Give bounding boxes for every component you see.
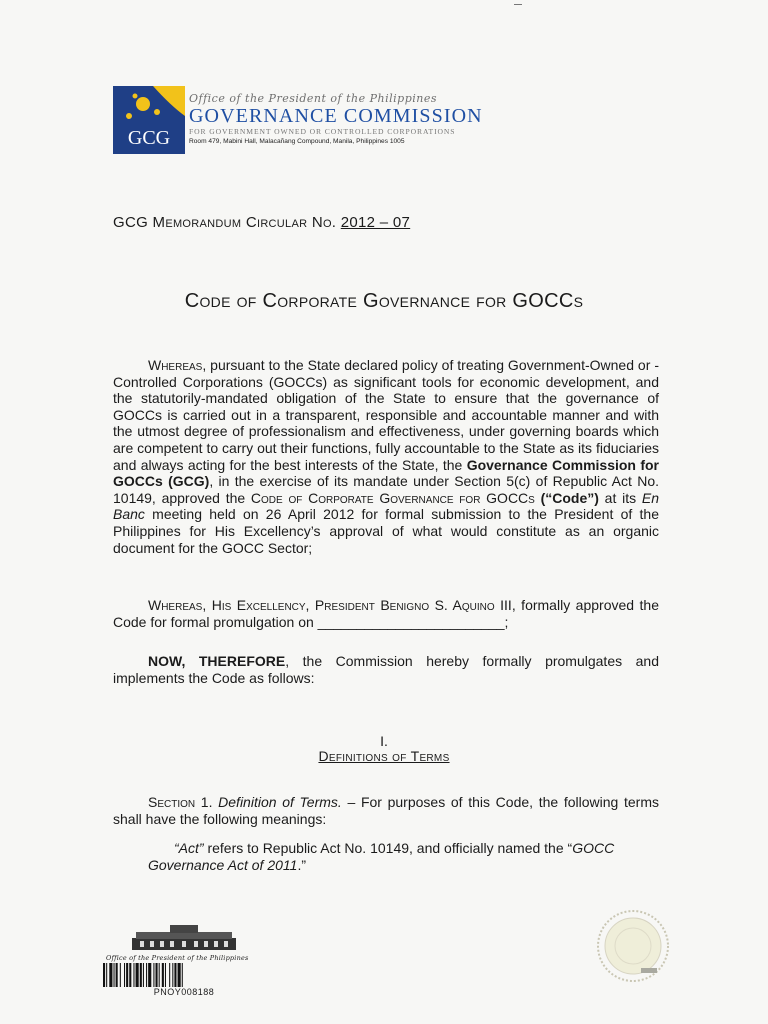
section-label: Section 1.	[148, 794, 213, 810]
section-1-paragraph: Section 1. Definition of Terms. – For purposes of this Code, the following terms shall have the following meanings:	[113, 794, 659, 827]
logo-text: GCG	[127, 127, 171, 149]
gcg-name: Governance Commission for GOCCs (GCG)	[113, 456, 659, 490]
now-therefore-paragraph: NOW, THEREFORE, the Commission hereby formally promulgates and implements the Code as follows:	[113, 653, 660, 686]
definition-act: “Act” refers to Republic Act No. 10149, and officially named the “GOCC Governance Act of 2011.”	[148, 840, 615, 873]
letterhead-title: GOVERNANCE COMMISSION	[189, 105, 483, 127]
memo-label: GCG Memorandum Circular No.	[113, 214, 337, 231]
section-title: Definition of Terms.	[218, 794, 342, 810]
barcode-caption: Office of the President of the Philippines	[106, 954, 249, 962]
letterhead-address: Room 479, Mabini Hall, Malacañang Compound, Manila, Philippines 1005	[189, 138, 405, 145]
barcode-stamp	[102, 920, 266, 1002]
letterhead-office: Office of the President of the Philippines	[189, 92, 438, 105]
defined-term: “Act”	[174, 840, 204, 856]
scan-mark	[514, 4, 522, 5]
letterhead-subtitle: FOR GOVERNMENT OWNED OR CONTROLLED CORPORATIONS	[189, 127, 456, 136]
whereas-president-lead: Whereas, His Excellency, President Benigno S. Aquino III	[148, 597, 512, 613]
whereas-lead: Whereas	[148, 357, 203, 373]
barcode-number: PNOY008188	[153, 987, 215, 997]
barcode-icon	[102, 963, 266, 987]
malacanang-building-icon	[130, 922, 238, 952]
promulgation-date-blank: ________________________	[317, 613, 505, 630]
code-name: Code of Corporate Governance for GOCCs	[250, 489, 535, 506]
memo-circular-number	[113, 214, 410, 231]
whereas-paragraph-2: Whereas, His Excellency, President Benigno S. Aquino III, formally approved the Code for formal promulgation on ________________________;	[113, 597, 660, 630]
dry-seal-icon	[594, 908, 672, 984]
part-heading: Definitions of Terms	[318, 748, 450, 764]
gcg-logo	[113, 86, 185, 154]
document-title: Code of Corporate Governance for GOCCs	[184, 290, 584, 312]
memo-number: 2012 – 07	[340, 214, 411, 231]
letterhead	[113, 86, 533, 158]
part-number: I.	[380, 733, 388, 749]
whereas-paragraph-1: Whereas, pursuant to the State declared policy of treating Government-Owned or -Controlled Corporations (GOCCs) as significant tools for economic development, and the statutorily-mandated obligation of the State to ensure that the governance of GOCCs is carried out in a transparent, responsible and accountable manner and with the utmost degree of professionalism and effectiveness, under governing boards which are competent to carry out their functions, fully accountable to the State as its fiduciaries and always acting for the best interests of the State, the Governance Commission for GOCCs (GCG), in the exercise of its mandate under Section 5(c) of Republic Act No. 10149, approved the Code of Corporate Governance for GOCCs (“Code”) at its En Banc meeting held on 26 April 2012 for formal submission to the President of the Philippines for His Excellency’s approval of what would constitute as an organic document for the GOCC Sector;	[113, 357, 660, 556]
